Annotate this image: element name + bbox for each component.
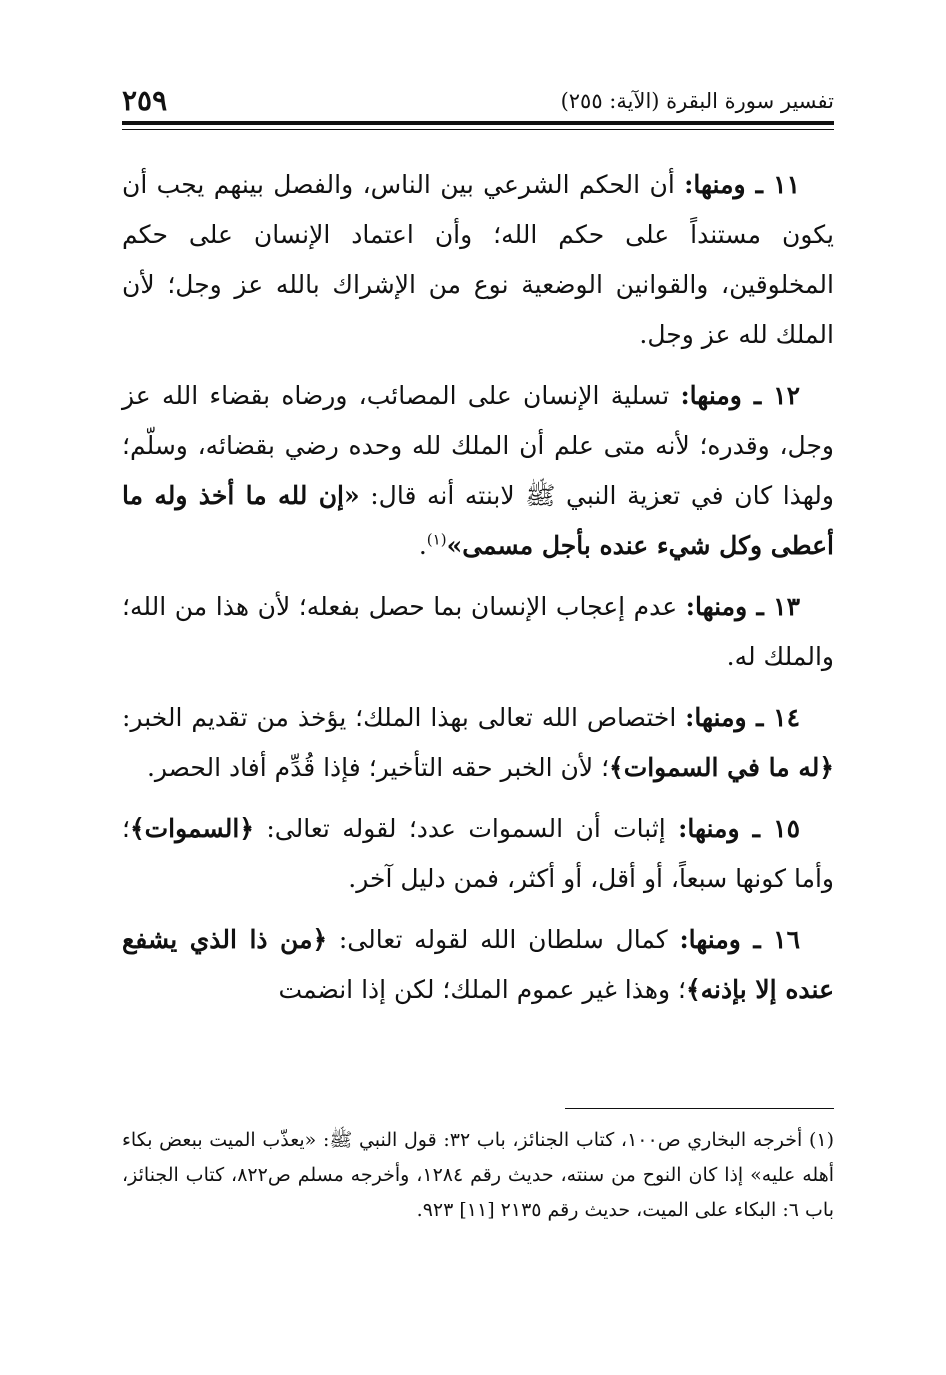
paragraph-text: أن الحكم الشرعي بين الناس، والفصل بينهم يجب أن يكون مستنداً على حكم الله؛ وأن اعتماد الإنسان على حكم المخلوقين، والقوانين الوضعية نوع من الإشراك بالله عز وجل؛ لأن الملك لله عز وجل. — [122, 170, 834, 349]
page-header — [122, 84, 834, 116]
footnote-ref[interactable]: (١) — [426, 530, 447, 549]
footnote-1: (١) أخرجه البخاري ص١٠٠، كتاب الجنائز، باب ٣٢: قول النبي ﷺ: «يعذّب الميت ببعض بكاء أهله عليه» إذا كان النوح من سنته، حديث رقم ١٢٨٤، وأخرجه مسلم ص٨٢٢، كتاب الجنائز، باب ٦: البكاء على الميت، حديث رقم ٢١٣٥ [١١] ٩٢٣. — [122, 1129, 834, 1221]
paragraph-14 — [122, 693, 834, 793]
header-rule-thin — [122, 129, 834, 130]
paragraph-text: كمال سلطان الله لقوله تعالى: — [327, 925, 680, 954]
paragraph-after: ؛ وأما كونها سبعاً، أو أقل، أو أكثر، فمن دليل آخر. — [122, 814, 834, 893]
paragraph-12 — [122, 371, 834, 571]
paragraph-lead: ١٥ ـ ومنها: — [678, 814, 800, 843]
page-number: ٢٥٩ — [122, 84, 168, 117]
paragraph-end: . — [418, 531, 427, 560]
footnotes — [122, 1123, 834, 1228]
paragraph-text: اختصاص الله تعالى بهذا الملك؛ يؤخذ من تقديم الخبر: — [122, 703, 686, 732]
running-title: تفسير سورة البقرة (الآية: ٢٥٥) — [560, 89, 834, 113]
paragraph-13 — [122, 582, 834, 682]
quran-quote: ﴿السموات﴾ — [129, 814, 254, 843]
quran-quote: ﴿من ذا الذي يشفع عنده إلا بإذنه﴾ — [122, 925, 834, 1004]
paragraph-lead: ١٤ ـ ومنها: — [685, 703, 800, 732]
paragraph-text: إثبات أن السموات عدد؛ لقوله تعالى: — [253, 814, 679, 843]
paragraph-lead: ١١ ـ ومنها: — [684, 170, 801, 199]
paragraph-after: ؛ وهذا غير عموم الملك؛ لكن إذا انضمت — [278, 975, 686, 1004]
paragraph-15 — [122, 804, 834, 904]
paragraph-text: عدم إعجاب الإنسان بما حصل بفعله؛ لأن هذا من الله؛ والملك له. — [122, 592, 834, 671]
paragraph-lead: ١٢ ـ ومنها: — [680, 381, 801, 410]
paragraph-11 — [122, 160, 834, 360]
footnote-divider — [565, 1108, 834, 1109]
paragraph-after: ؛ لأن الخبر حقه التأخير؛ فإذا قُدِّم أفاد الحصر. — [146, 753, 610, 782]
quran-quote: ﴿له ما في السموات﴾ — [609, 753, 834, 782]
paragraph-lead: ١٣ ـ ومنها: — [685, 592, 800, 621]
paragraph-16 — [122, 915, 834, 1015]
header-rule-thick — [122, 121, 834, 125]
paragraph-text: تسلية الإنسان على المصائب، ورضاه بقضاء الله عز وجل، وقدره؛ لأنه متى علم أن الملك لله وحده رضي بقضائه، وسلّم؛ ولهذا كان في تعزية النبي ﷺ لابنته أنه قال: — [122, 381, 834, 510]
paragraph-lead: ١٦ ـ ومنها: — [679, 925, 801, 954]
main-text — [122, 160, 834, 1026]
hadith-quote: «إن لله ما أخذ وله ما أعطى وكل شيء عنده بأجل مسمى» — [122, 481, 834, 560]
